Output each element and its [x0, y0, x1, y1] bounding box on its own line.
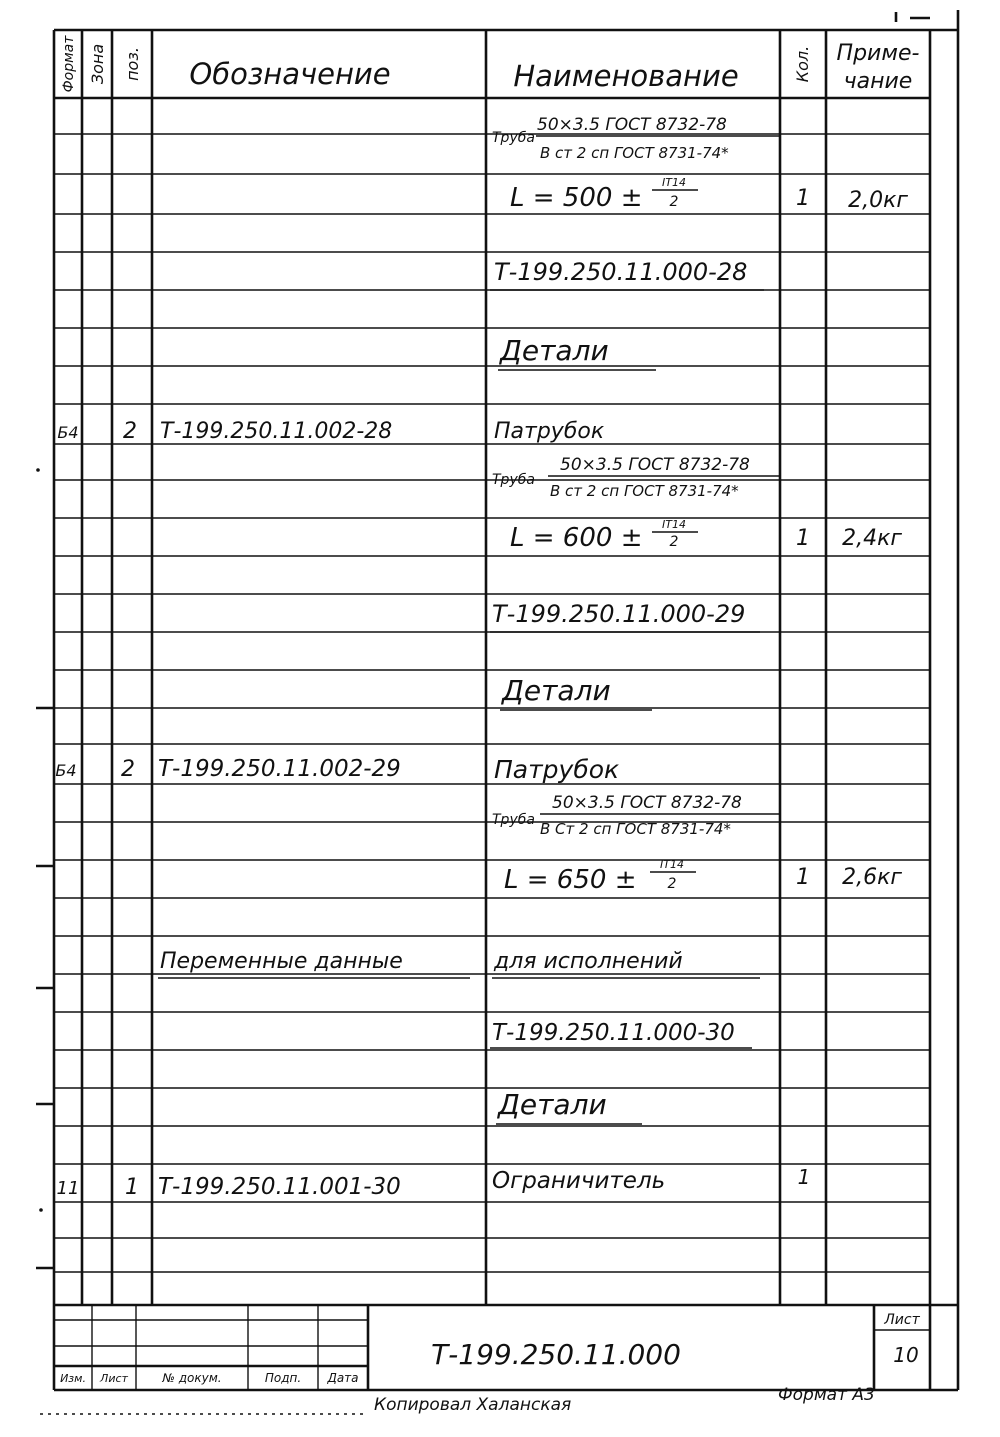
part-name: Патрубок [494, 755, 620, 784]
sheet-label: Лист [884, 1312, 920, 1328]
variant-29-block [490, 600, 760, 710]
pipe-label: Труба [492, 812, 535, 828]
tolerance-bottom: 2 [669, 534, 679, 550]
part-position: 1 [125, 1175, 139, 1200]
pipe-spec-bottom: В Ст 2 сп ГОСТ 8731-74* [540, 820, 731, 838]
note-weight: 2,6кг [842, 865, 902, 890]
header-note-line2: чание [843, 69, 913, 94]
tolerance-top: IT14 [662, 518, 686, 531]
variant-28-block [490, 258, 764, 370]
pipe-spec-bottom: В ст 2 сп ГОСТ 8731-74* [540, 144, 729, 162]
length-value: L = 500 ± [510, 183, 643, 213]
header-name: Наименование [513, 59, 739, 93]
sheet-number: 10 [893, 1343, 919, 1367]
part-position: 2 [121, 757, 135, 782]
header-pos: поз. [123, 47, 142, 81]
header-zone: Зона [88, 43, 107, 85]
format-label: Формат А3 [778, 1385, 875, 1405]
document-code: Т-199.250.11.000 [431, 1338, 681, 1371]
col-signature: Подп. [264, 1371, 302, 1385]
length-value: L = 600 ± [510, 523, 643, 553]
quantity: 1 [796, 186, 810, 211]
variant-30-block [490, 1020, 752, 1124]
note-weight: 2,4кг [842, 526, 902, 551]
col-doc-number: № докум. [162, 1371, 222, 1385]
part-28-block [57, 419, 902, 553]
part-format: Б4 [57, 423, 79, 442]
part-designation: Т-199.250.11.001-30 [158, 1174, 401, 1200]
part-designation: Т-199.250.11.002-29 [158, 756, 401, 782]
pipe-label: Труба [492, 472, 535, 488]
pipe-spec-top: 50×3.5 ГОСТ 8732-78 [552, 793, 742, 813]
header-format: Формат [61, 35, 77, 93]
col-date: Дата [327, 1371, 359, 1385]
part-name: Ограничитель [492, 1168, 666, 1194]
pipe-spec-top: 50×3.5 ГОСТ 8732-78 [537, 115, 727, 135]
tolerance-top: IT14 [662, 176, 686, 189]
col-change: Изм. [60, 1372, 86, 1385]
variant-title: Т-199.250.11.000-29 [492, 600, 746, 628]
quantity: 1 [797, 1165, 811, 1189]
header-qty: Кол. [793, 45, 812, 83]
part-name: Патрубок [494, 419, 605, 444]
copied-by: Копировал Халанская [374, 1395, 572, 1415]
pipe-spec-bottom: В ст 2 сп ГОСТ 8731-74* [550, 482, 739, 500]
details-heading: Детали [500, 334, 609, 367]
row-group-1 [492, 115, 908, 213]
variant-title: Т-199.250.11.000-28 [494, 258, 748, 286]
length-value: L = 650 ± [504, 865, 637, 895]
part-format: 11 [56, 1178, 80, 1199]
quantity: 1 [796, 526, 810, 551]
part-29-block [55, 755, 902, 895]
header-note-line1: Приме- [836, 41, 920, 66]
limiter-30-block [57, 1165, 811, 1200]
tolerance-top: IT14 [660, 858, 684, 871]
row-lines [54, 134, 958, 1305]
details-heading: Детали [502, 674, 611, 707]
title-block [54, 1305, 930, 1390]
table-header [61, 35, 919, 94]
part-position: 2 [123, 419, 137, 444]
variant-title: Т-199.250.11.000-30 [492, 1020, 735, 1046]
part-format: Б4 [55, 761, 77, 780]
header-designation: Обозначение [189, 57, 391, 91]
pipe-spec-top: 50×3.5 ГОСТ 8732-78 [560, 455, 750, 475]
pipe-label: Труба [492, 130, 535, 146]
quantity: 1 [796, 865, 810, 890]
variable-data-left: Переменные данные [160, 949, 403, 974]
tolerance-bottom: 2 [669, 194, 679, 210]
tolerance-bottom: 2 [667, 876, 677, 892]
col-sheet: Лист [100, 1372, 128, 1385]
part-designation: Т-199.250.11.002-28 [160, 419, 393, 444]
variable-data-right: для исполнений [494, 949, 683, 974]
note-weight: 2,0кг [848, 188, 908, 213]
details-heading: Детали [498, 1088, 607, 1121]
